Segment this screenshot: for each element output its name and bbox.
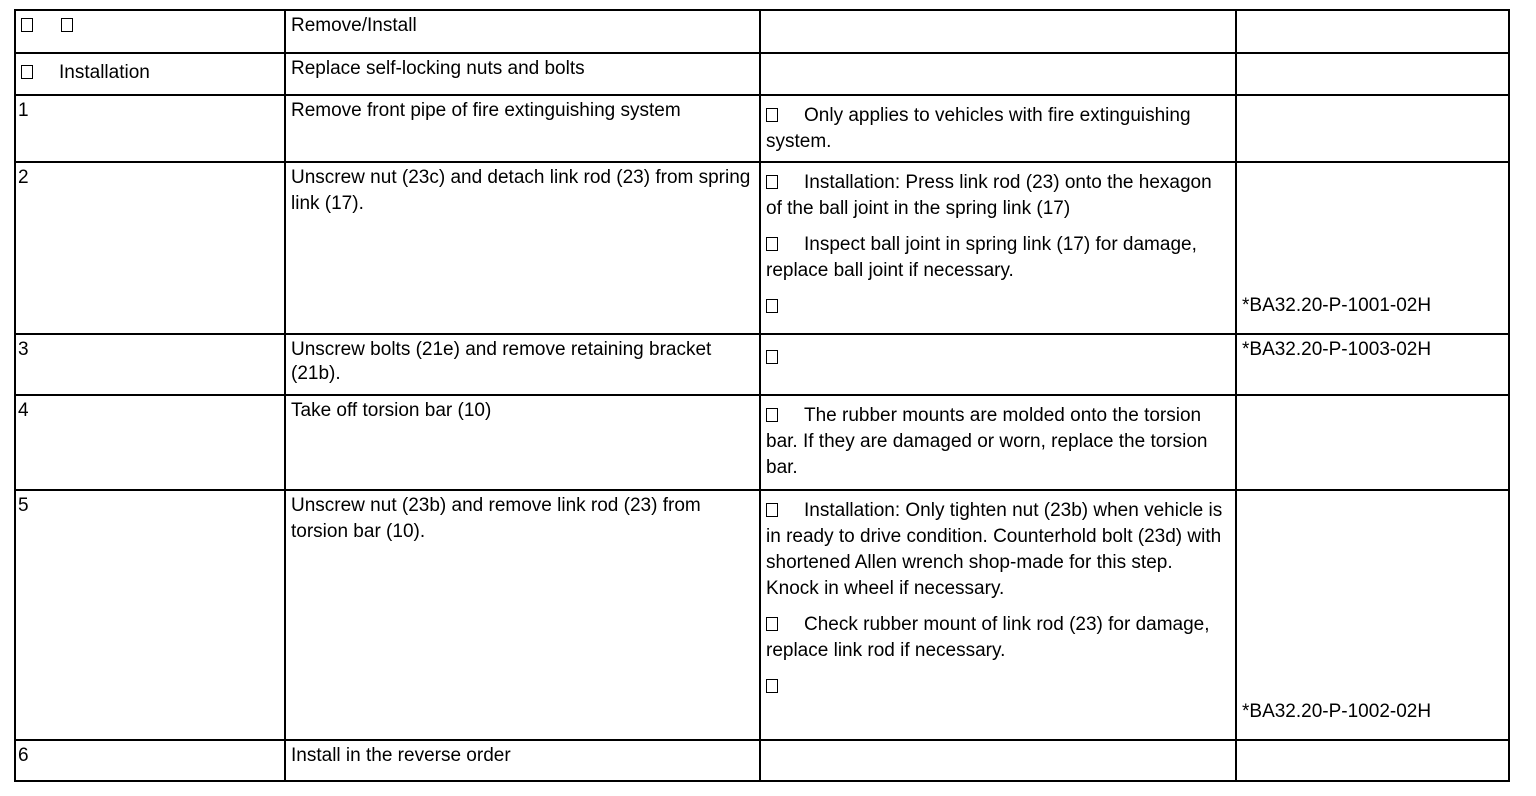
note-box-icon — [766, 175, 778, 189]
note: The rubber mounts are molded onto the torsion bar. If they are damaged or worn, replace the torsion bar. — [766, 405, 1208, 478]
symbol-box-icon — [21, 65, 33, 79]
note-box-icon — [766, 108, 778, 122]
note: Check rubber mount of link rod (23) for damage, replace link rod if necessary. — [766, 614, 1210, 661]
note-box-icon — [766, 679, 778, 693]
installation-label-cell — [15, 53, 285, 95]
note — [766, 674, 1230, 700]
note: Installation: Only tighten nut (23b) when vehicle is in ready to drive condition. Counterhold bolt (23d) with shortened Allen wrench shop-made for this step. Knock in wheel if necessary. — [766, 500, 1223, 599]
header-symbols-cell — [15, 10, 285, 53]
step-number: 5 — [15, 490, 285, 740]
step-number: 4 — [15, 395, 285, 490]
table-row — [15, 334, 1509, 395]
note — [766, 345, 1230, 371]
step-action: Take off torsion bar (10) — [285, 395, 760, 490]
step-notes — [760, 162, 1236, 334]
note — [766, 294, 1230, 320]
empty-cell — [1236, 740, 1509, 781]
note-box-icon — [766, 408, 778, 422]
installation-label: Installation — [59, 62, 150, 83]
step-action: Install in the reverse order — [285, 740, 760, 781]
empty-cell — [760, 53, 1236, 95]
step-reference — [1236, 95, 1509, 162]
empty-cell — [760, 740, 1236, 781]
note-box-icon — [766, 350, 778, 364]
step-action: Unscrew bolts (21e) and remove retaining bracket (21b). — [285, 334, 760, 395]
table-row — [15, 162, 1509, 334]
note-box-icon — [766, 503, 778, 517]
step-reference: *BA32.20-P-1003-02H — [1236, 334, 1509, 395]
table-row — [15, 10, 1509, 53]
symbol-box-icon — [21, 18, 33, 32]
empty-cell — [1236, 53, 1509, 95]
step-reference: *BA32.20-P-1001-02H — [1236, 162, 1509, 334]
table-row — [15, 53, 1509, 95]
step-notes — [760, 490, 1236, 740]
step-notes — [760, 334, 1236, 395]
symbol-box-icon — [61, 18, 73, 32]
table-row — [15, 740, 1509, 781]
installation-instruction: Replace self-locking nuts and bolts — [285, 53, 760, 95]
note-box-icon — [766, 299, 778, 313]
empty-cell — [760, 10, 1236, 53]
operation-title: Remove/Install — [285, 10, 760, 53]
step-reference — [1236, 395, 1509, 490]
step-number: 6 — [15, 740, 285, 781]
table-row — [15, 490, 1509, 740]
table-row — [15, 395, 1509, 490]
step-notes — [760, 395, 1236, 490]
step-notes — [760, 95, 1236, 162]
step-action: Remove front pipe of fire extinguishing system — [285, 95, 760, 162]
step-number: 1 — [15, 95, 285, 162]
note-box-icon — [766, 237, 778, 251]
note: Only applies to vehicles with fire extinguishing system. — [766, 105, 1191, 152]
note: Inspect ball joint in spring link (17) for damage, replace ball joint if necessary. — [766, 234, 1197, 281]
note-box-icon — [766, 617, 778, 631]
note: Installation: Press link rod (23) onto the hexagon of the ball joint in the spring link (17) — [766, 172, 1212, 219]
step-number: 3 — [15, 334, 285, 395]
step-number: 2 — [15, 162, 285, 334]
step-action: Unscrew nut (23b) and remove link rod (23) from torsion bar (10). — [285, 490, 760, 740]
empty-cell — [1236, 10, 1509, 53]
step-reference: *BA32.20-P-1002-02H — [1236, 490, 1509, 740]
procedure-table — [14, 9, 1510, 782]
table-row — [15, 95, 1509, 162]
step-action: Unscrew nut (23c) and detach link rod (23) from spring link (17). — [285, 162, 760, 334]
